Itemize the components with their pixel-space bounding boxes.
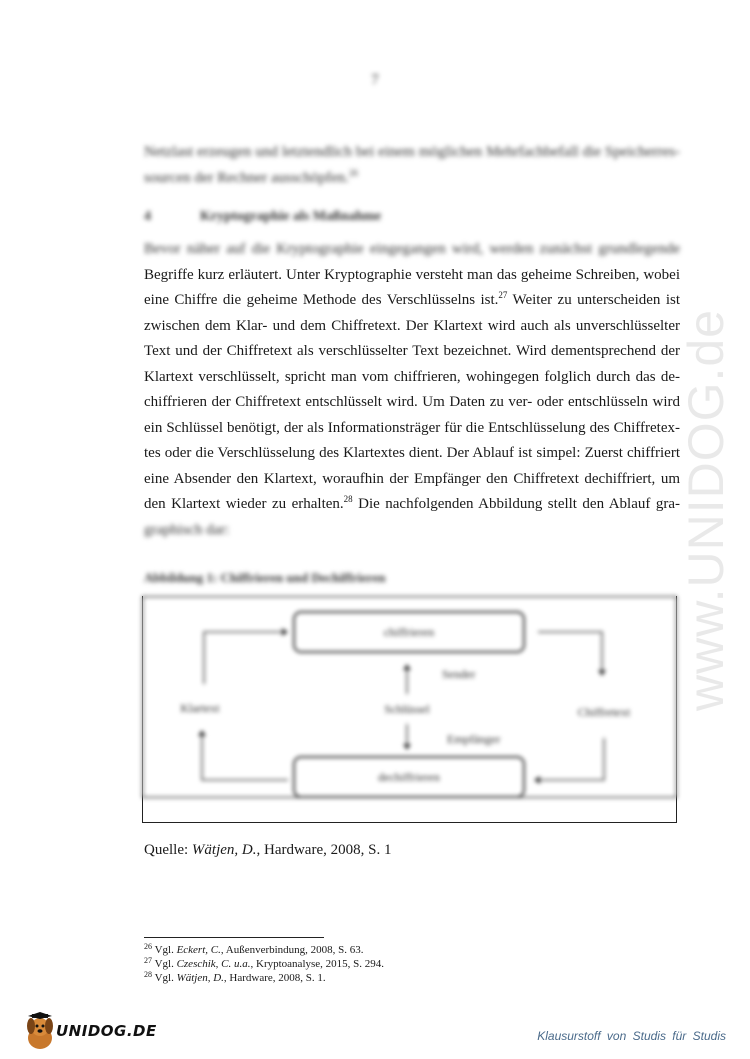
text-line: tes oder die Verschlüsselung des Klartextes dient. Der Ablauf ist simpel: Zuerst chiffriert (144, 445, 680, 461)
label-decrypt: dechiffrieren (378, 770, 440, 784)
arrow-encrypt-to-ciphertext (538, 632, 602, 670)
label-receiver: Empfänger (447, 732, 501, 746)
label-ciphertext: Chiffretext (577, 705, 631, 719)
footnote: $^{28}$ Vgl. Wätjen, D., Hardware, 2008, S. 1. (144, 970, 326, 984)
footnote-ref: 27 (498, 290, 508, 300)
footnote-ref: 26 (348, 167, 358, 178)
source-author: Wätjen, D. (191, 842, 257, 858)
arrow-plaintext-to-encrypt (204, 632, 282, 684)
figure-diagram (142, 596, 677, 798)
text-line: eine Chiffre die geheime Methode des Verschlüsselns ist.$^{27}$ Weiter zu unterscheiden ist (144, 290, 680, 308)
footer-slogan: Klausurstoff von Studis für Studis (537, 1029, 726, 1043)
label-encrypt: chiffrieren (383, 625, 435, 639)
footnote-divider (144, 937, 324, 938)
text-line: chiffrieren der Chiffretext entschlüsselt wird. Um Daten zu ver- oder entschlüsseln wird (144, 394, 680, 410)
text-line: eine Absender den Klartext, woraufhin der Empfänger den Chiffretext dechiffriert, um (144, 470, 680, 487)
arrowhead-ciphertext-in (598, 670, 606, 676)
arrow-ciphertext-to-decrypt (540, 738, 604, 780)
intro-paragraph (144, 140, 680, 191)
arrowhead-key-up (403, 664, 411, 670)
text-line: ein Schlüssel benötigt, der als Informationsträger für die Entschlüsselung des Chiffretex- (144, 419, 680, 436)
figure-content (142, 596, 677, 798)
arrowhead-key-down (403, 744, 411, 750)
body-paragraph (144, 237, 680, 543)
watermark: www.UNIDOG.de (678, 309, 734, 711)
text-line: zwischen dem Klar- und dem Chiffretext. Der Klartext wird auch als unverschlüsselter (144, 317, 680, 334)
arrow-decrypt-to-plaintext (202, 736, 288, 780)
arrowhead-decrypt-in (534, 776, 540, 784)
text-line: Begriffe kurz erläutert. Unter Kryptographie versteht man das geheime Schreiben, wobei (144, 266, 680, 283)
footnotes (144, 943, 384, 985)
footnote: $^{27}$ Vgl. Czeschik, C. u.a., Kryptoanalyse, 2015, S. 294. (144, 956, 385, 970)
logo-text: UNIDOG.DE (56, 1022, 157, 1040)
text-line: Bevor näher auf die Kryptographie eingegangen wird, werden zunächst grundlegende (144, 241, 680, 257)
arrowhead-encrypt-in (282, 628, 288, 636)
text-line: Text und der Chiffretext als verschlüsselter Text bezeichnet. Wird dementsprechend der (144, 343, 680, 359)
label-sender: Sender (442, 667, 476, 681)
label-plaintext: Klartext (180, 701, 220, 715)
text-line: graphisch dar: (144, 521, 230, 538)
section-title: Kryptographie als Maßnahme (200, 209, 382, 224)
page-number: 7 (371, 72, 379, 88)
text-line: Netzlast erzeugen und letztendlich bei einem möglichen Mehrfachbefall die Speicherres- (144, 144, 680, 160)
figure (142, 596, 677, 824)
dog-icon (22, 1012, 58, 1052)
section-number: 4 (144, 209, 151, 224)
text-line: sourcen der Rechner ausschöpfen.$^{26}$ (144, 167, 358, 186)
footnote-ref: 28 (343, 494, 353, 504)
text-line: Klartext verschlüsselt, spricht man vom chiffrieren, wohingegen folglich durch das de- (144, 368, 680, 385)
unidog-logo (22, 1012, 162, 1052)
arrowhead-plaintext-in (198, 730, 206, 736)
section-heading (144, 209, 381, 225)
label-key: Schlüssel (384, 702, 430, 716)
text-line: den Klartext wieder zu erhalten.$^{28}$ Die nachfolgenden Abbildung stellt den Ablauf gra- (144, 494, 680, 512)
figure-source: Quelle: Wätjen, D., Hardware, 2008, S. 1 (144, 842, 392, 858)
figure-title: Abbildung 1: Chiffrieren und Dechiffrieren (144, 570, 386, 585)
footnote: $^{26}$ Vgl. Eckert, C., Außenverbindung, 2008, S. 63. (144, 942, 364, 956)
